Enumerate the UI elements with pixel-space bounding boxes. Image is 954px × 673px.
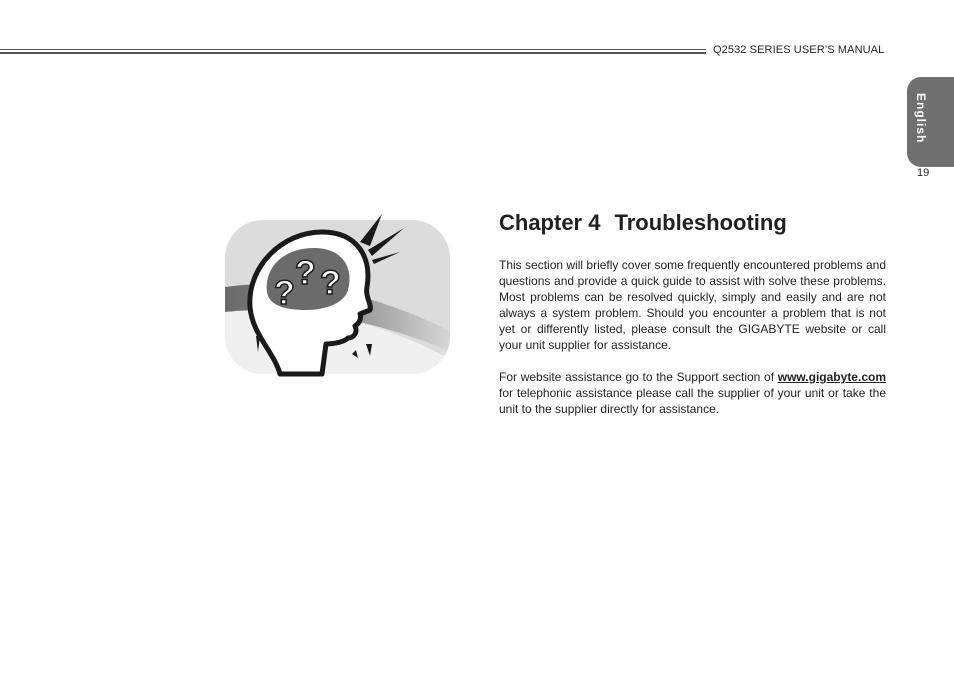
language-tab-label: English	[914, 93, 928, 144]
question-mark: ?	[295, 254, 316, 292]
intro-paragraph: This section will briefly cover some frequently encountered problems and questions and provide a quick guide to assist with solve these problems. Most problems can be resolved quickly, simply and easily and are not always a system problem. Should you encounter a problem that is not yet or differently listed, please consult the GIGABYTE website or call your unit supplier for assistance.	[499, 258, 886, 352]
manual-title: Q2532 SERIES USER’S MANUAL	[713, 44, 885, 56]
gigabyte-website-link[interactable]: www.gigabyte.com	[777, 370, 886, 384]
troubleshooting-illustration	[222, 212, 452, 377]
header-rule	[0, 49, 706, 55]
page-number: 19	[917, 167, 930, 179]
question-mark: ?	[320, 264, 341, 302]
chapter-title: Troubleshooting	[614, 210, 787, 235]
question-mark: ?	[274, 274, 295, 312]
language-tab	[907, 77, 954, 167]
chapter-number: Chapter 4	[499, 210, 601, 235]
support-paragraph: For website assistance go to the Support section of www.gigabyte.com for telephonic assistance please call the supplier of your unit or take the unit to the supplier directly for assistance.	[499, 370, 886, 416]
chapter-heading	[499, 210, 787, 236]
